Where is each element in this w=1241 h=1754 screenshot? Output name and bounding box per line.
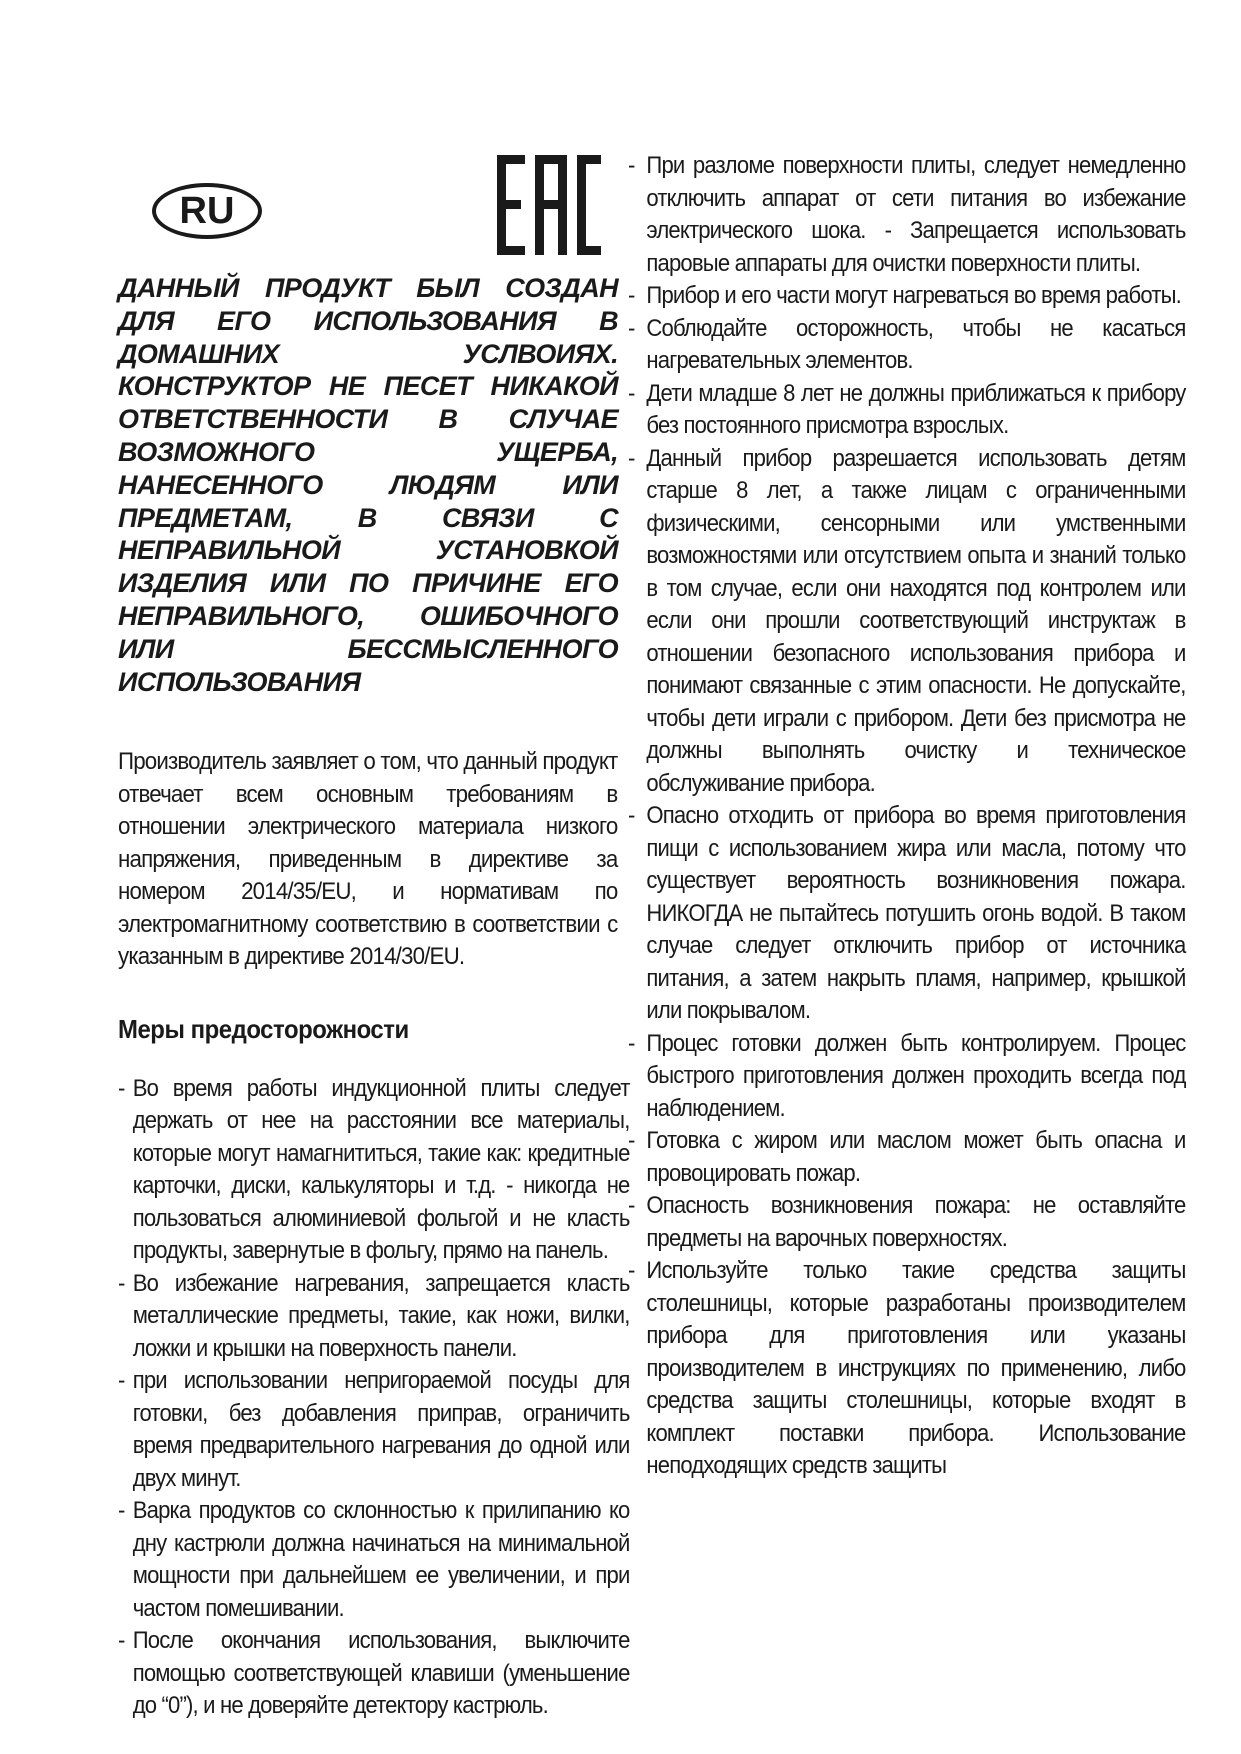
region-badge xyxy=(152,183,262,239)
eac-certification-logo xyxy=(497,155,601,255)
list-item: - Используйте только такие средства защиты столешницы, которые разработаны производителем прибора для приготовления или указаны производителем в инструкциях по применению, либо средства защиты столешницы, которые входят в комплект поставки прибора. Использование неподходящих средств защиты xyxy=(628,1255,1186,1483)
list-item: - при использовании непригораемой посуды для готовки, без добавления приправ, ограничить время предварительного нагревания до одной или двух минут. xyxy=(118,1365,630,1495)
right-column xyxy=(628,150,1186,1483)
list-item: - Во время работы индукционной плиты следует держать от нее на расстоянии все материалы, которые могут намагнититься, такие как: кредитные карточки, диски, калькуляторы и т.д. - никогда не пользоваться алюминиевой фольгой и не класть продукты, завернутые в фольгу, прямо на панель. xyxy=(118,1073,630,1268)
liability-warning: ДАННЫЙ ПРОДУКТ БЫЛ СОЗДАН ДЛЯ ЕГО ИСПОЛЬЗОВАНИЯ В ДОМАШНИХ УСЛВОИЯХ. КОНСТРУКТОР НЕ ПЕСЕТ НИКАКОЙ ОТВЕТСТВЕННОСТИ В СЛУЧАЕ ВОЗМОЖНОГО УЩЕРБА, НАНЕСЕННОГО ЛЮДЯМ ИЛИ ПРЕДМЕТАМ, В СВЯЗИ С НЕПРАВИЛЬНОЙ УСТАНОВКОЙ ИЗДЕЛИЯ ИЛИ ПО ПРИЧИНЕ ЕГО НЕПРАВИЛЬНОГО, ОШИБОЧНОГО ИЛИ БЕССМЫСЛЕННОГО ИСПОЛЬЗОВАНИЯ xyxy=(118,273,618,697)
list-item: - При разломе поверхности плиты, следует немедленно отключить аппарат от сети питания во избежание электрического шока. - Запрещается использовать паровые аппараты для очистки поверхности плиты. xyxy=(628,150,1186,280)
list-item: - Во избежание нагревания, запрещается класть металлические предметы, такие, как ножи, вилки, ложки и крышки на поверхность панели. xyxy=(118,1268,630,1366)
list-item: - Опасность возникновения пожара: не оставляйте предметы на варочных поверхностях. xyxy=(628,1190,1186,1255)
conformity-statement: Производитель заявляет о том, что данный продукт отвечает всем основным требованиям в отношении электрического материала низкого напряжения, приведенным в директиве за номером 2014/35/EU, и нормативам по электромагнитному соответствию в соответствии с указанным в директиве 2014/30/EU. xyxy=(118,748,618,971)
list-item: - Варка продуктов со склонностью к прилипанию ко дну кастрюли должна начинаться на минимальной мощности при дальнейшем ее увеличении, и при частом помешивании. xyxy=(118,1495,630,1625)
list-item: - Прибор и его части могут нагреваться во время работы. xyxy=(628,280,1186,313)
list-item: - Готовка с жиром или маслом может быть опасна и провоцировать пожар. xyxy=(628,1125,1186,1190)
list-item: - После окончания использования, выключите помощью соответствующей клавиши (уменьшение до “0”), и не доверяйте детектору кастрюль. xyxy=(118,1625,630,1723)
list-item: - Дети младше 8 лет не должны приближаться к прибору без постоянного присмотра взрослых. xyxy=(628,378,1186,443)
precautions-list xyxy=(118,1073,630,1723)
region-badge-text: RU xyxy=(179,189,235,232)
list-item: - Соблюдайте осторожность, чтобы не касаться нагревательных элементов. xyxy=(628,313,1186,378)
list-item: - Опасно отходить от прибора во время приготовления пищи с использованием жира или масла, потому что существует вероятность возникновения пожара. НИКОГДА не пытайтесь потушить огонь водой. В таком случае следует отключить прибор от источника питания, а затем накрыть пламя, например, крышкой или покрывалом. xyxy=(628,800,1186,1028)
precautions-list-continued xyxy=(628,150,1186,1483)
list-item: - Данный прибор разрешается использовать детям старше 8 лет, а также лицам с ограниченными физическими, сенсорными или умственными возможностями или отсутствием опыта и знаний только в том случае, если они находятся под контролем или если они прошли соответствующий инструктаж в отношении безопасного использования прибора и понимают связанные с этим опасности. Не допускайте, чтобы дети играли с прибором. Дети без присмотра не должны выполнять очистку и техническое обслуживание прибора. xyxy=(628,443,1186,801)
section-title: Меры предосторожности xyxy=(118,1013,409,1044)
list-item: - Процес готовки должен быть контролируем. Процес быстрого приготовления должен проходить всегда под наблюдением. xyxy=(628,1028,1186,1126)
left-column xyxy=(118,272,630,1723)
